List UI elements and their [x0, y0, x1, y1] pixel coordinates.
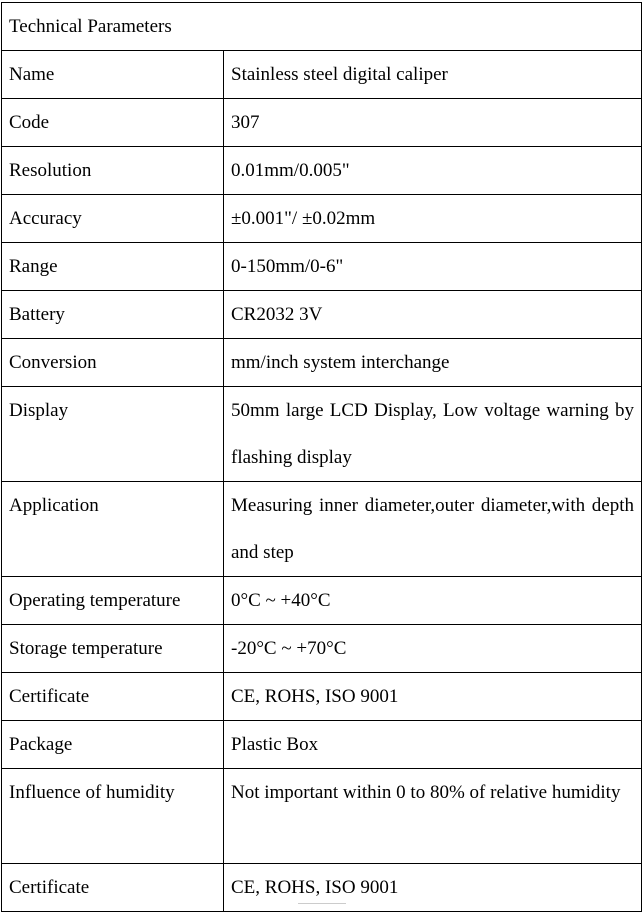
table-row — [2, 482, 642, 577]
technical-parameters-table — [1, 2, 642, 912]
table-row — [2, 99, 642, 147]
table-title-row — [2, 3, 642, 51]
param-value: -20°C ~ +70°C — [224, 625, 642, 673]
table-row — [2, 339, 642, 387]
param-value: ±0.001"/ ±0.02mm — [224, 195, 642, 243]
param-value: 0.01mm/0.005" — [224, 147, 642, 195]
param-value: Plastic Box — [224, 721, 642, 769]
param-label: Package — [2, 721, 224, 769]
param-label: Storage temperature — [2, 625, 224, 673]
param-label: Conversion — [2, 339, 224, 387]
param-label: Accuracy — [2, 195, 224, 243]
param-label: Name — [2, 51, 224, 99]
param-value: CE, ROHS, ISO 9001 — [224, 673, 642, 721]
table-row — [2, 147, 642, 195]
table-row — [2, 291, 642, 339]
param-value: Stainless steel digital caliper — [224, 51, 642, 99]
param-value: 0°C ~ +40°C — [224, 577, 642, 625]
param-label: Display — [2, 387, 224, 482]
table-row — [2, 625, 642, 673]
param-value: 307 — [224, 99, 642, 147]
param-label: Resolution — [2, 147, 224, 195]
param-value: CR2032 3V — [224, 291, 642, 339]
table-row — [2, 769, 642, 864]
table-row — [2, 721, 642, 769]
param-label: Operating temperature — [2, 577, 224, 625]
param-label: Certificate — [2, 673, 224, 721]
table-title: Technical Parameters — [2, 3, 642, 51]
table-row — [2, 577, 642, 625]
param-value: 50mm large LCD Display, Low voltage warning by flashing display — [224, 387, 642, 482]
table-row — [2, 51, 642, 99]
param-label: Battery — [2, 291, 224, 339]
param-label: Range — [2, 243, 224, 291]
param-value: Measuring inner diameter,outer diameter,with depth and step — [224, 482, 642, 577]
param-value: mm/inch system interchange — [224, 339, 642, 387]
param-label: Code — [2, 99, 224, 147]
param-label: Application — [2, 482, 224, 577]
table-row — [2, 387, 642, 482]
table-row — [2, 195, 642, 243]
param-label: Certificate — [2, 864, 224, 912]
param-value: CE, ROHS, ISO 9001 — [224, 864, 642, 912]
param-value: 0-150mm/0-6" — [224, 243, 642, 291]
param-value: Not important within 0 to 80% of relative humidity — [224, 769, 642, 864]
table-row — [2, 243, 642, 291]
table-row — [2, 673, 642, 721]
param-label: Influence of humidity — [2, 769, 224, 864]
page-edge-mark — [298, 903, 346, 907]
